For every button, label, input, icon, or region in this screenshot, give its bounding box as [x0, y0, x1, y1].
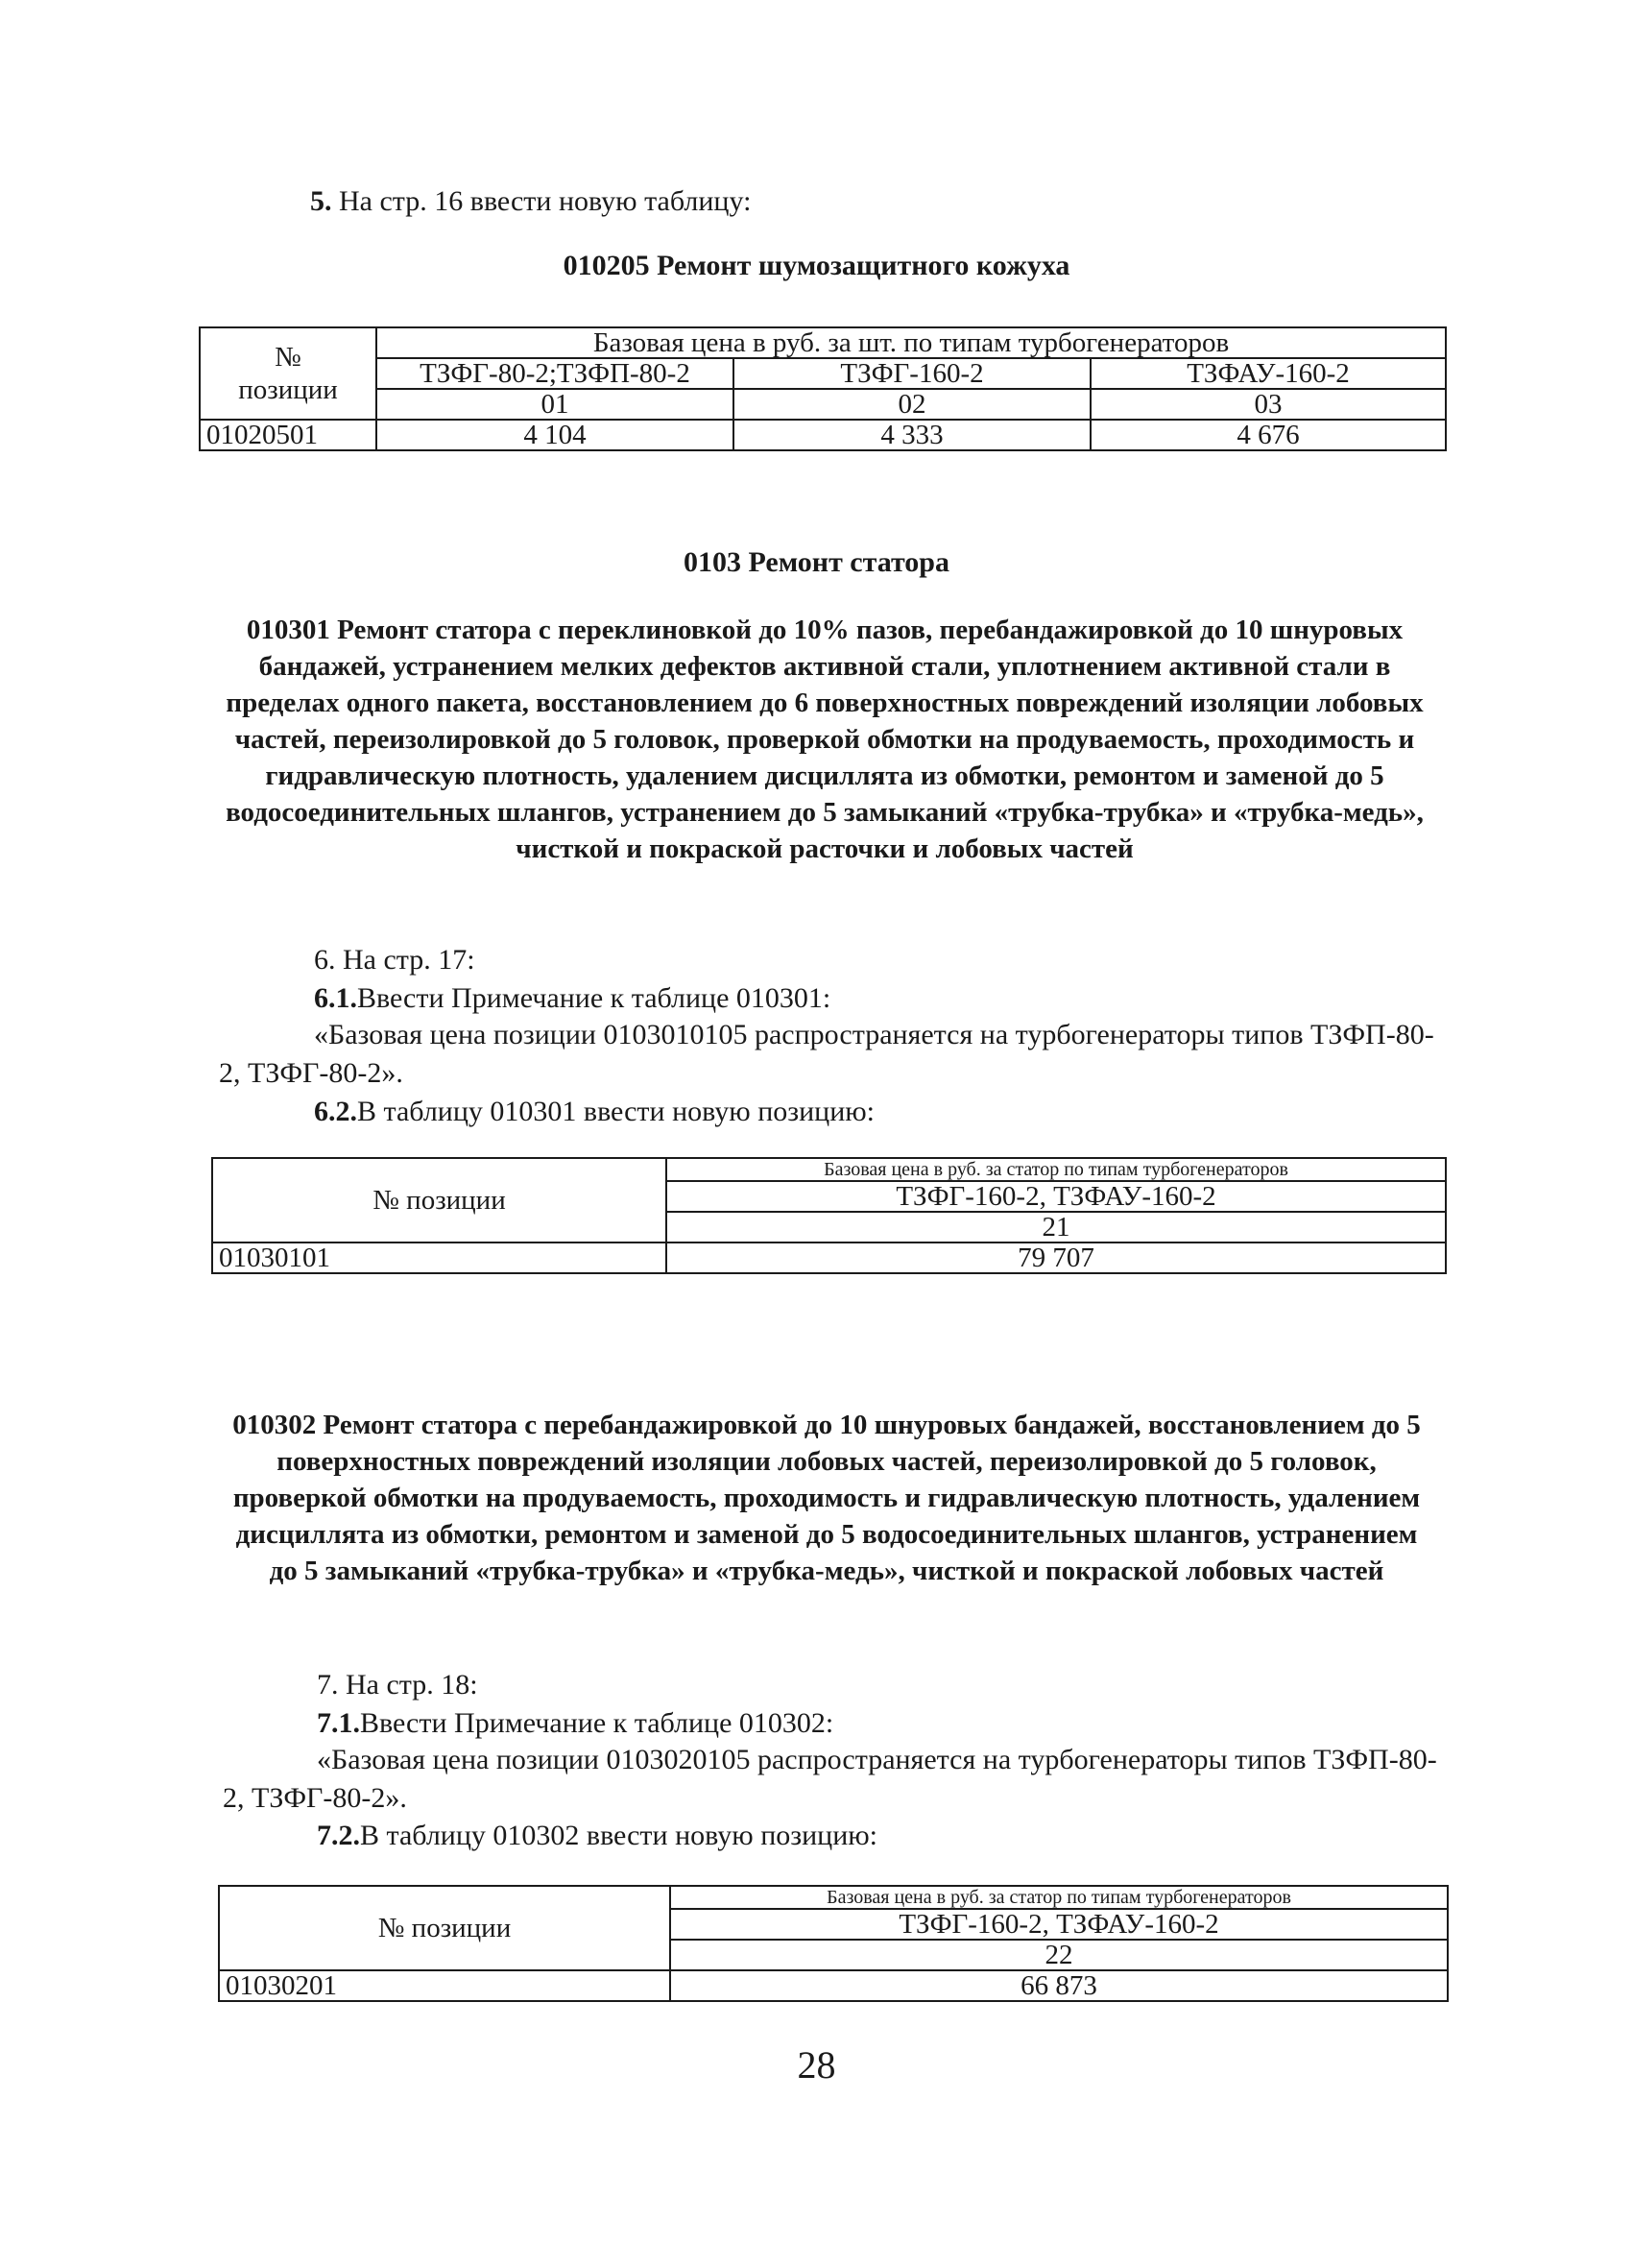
- table1-type: ТЗФАУ-160-2: [1091, 358, 1446, 389]
- item-7-2-number: 7.2.: [317, 1820, 360, 1851]
- item-5-number: 5.: [310, 185, 332, 217]
- table-010302-new: [218, 1885, 1449, 2002]
- table-row: [219, 1970, 1448, 2001]
- item-7-1-number: 7.1.: [317, 1707, 360, 1739]
- table-010205: [199, 326, 1447, 451]
- table2-code: 21: [666, 1212, 1446, 1243]
- table1-pos-header: № позиции: [200, 327, 376, 420]
- item-6-1-number: 6.1.: [314, 982, 357, 1014]
- table1-type: ТЗФГ-80-2;ТЗФП-80-2: [376, 358, 733, 389]
- item-5-text: На стр. 16 ввести новую таблицу:: [339, 185, 752, 217]
- table1-title: 010205 Ремонт шумозащитного кожуха: [563, 250, 1070, 281]
- item-7-note: «Базовая цена позиции 0103020105 распространяется на турбогенераторы типов ТЗФП-80-2, ТЗФГ-80-2».: [223, 1744, 1437, 1814]
- heading-010302: 010302 Ремонт статора с перебандажировкой до 10 шнуровых бандажей, восстановлением до 5 поверхностных повреждений изоляции лобовых частей, переизолировкой до 5 головок, проверкой обмотки на продуваемость, проходимость и гидравлическую плотность, удалением дисциллята из обмотки, ремонтом и заменой до 5 водосоединительных шлангов, устранением до 5 замыканий «трубка-трубка» и «трубка-медь», чисткой и покраской лобовых частей: [232, 1410, 1421, 1586]
- item-6-1: [314, 979, 830, 1018]
- table-row: [200, 420, 1446, 450]
- item-6-1-text: Ввести Примечание к таблице 010301:: [357, 982, 831, 1014]
- table1-price-header: Базовая цена в руб. за шт. по типам турбогенераторов: [376, 327, 1446, 358]
- table3-price-header: Базовая цена в руб. за статор по типам турбогенераторов: [670, 1886, 1448, 1909]
- table1-code: 03: [1091, 389, 1446, 420]
- table1-row-pos: 01020501: [200, 420, 376, 450]
- table3-row-value: 66 873: [670, 1970, 1448, 2001]
- table1-code: 02: [733, 389, 1091, 420]
- table3-pos-header: № позиции: [219, 1886, 670, 1970]
- item-6-heading: 6. На стр. 17:: [314, 944, 475, 976]
- table2-price-header: Базовая цена в руб. за статор по типам турбогенераторов: [666, 1158, 1446, 1181]
- table2-pos-header: № позиции: [212, 1158, 666, 1243]
- table3-row-pos: 01030201: [219, 1970, 670, 2001]
- item-6-2: [314, 1093, 875, 1131]
- section-title-0103: 0103 Ремонт статора: [684, 546, 949, 578]
- heading-010301: 010301 Ремонт статора с переклиновкой до 10% пазов, перебандажировкой до 10 шнуровых бандажей, устранением мелких дефектов активной стали, уплотнением активной стали в пределах одного пакета, восстановлением до 6 поверхностных повреждений изоляции лобовых частей, переизолировкой до 5 головок, проверкой обмотки на продуваемость, проходимость и гидравлическую плотность, удалением дисциллята из обмотки, ремонтом и заменой до 5 водосоединительных шлангов, устранением до 5 замыканий «трубка-трубка» и «трубка-медь», чисткой и покраской расточки и лобовых частей: [226, 615, 1424, 864]
- table1-row-value: 4 676: [1091, 420, 1446, 450]
- table2-row-pos: 01030101: [212, 1243, 666, 1273]
- item-5: [310, 182, 751, 221]
- table3-type: ТЗФГ-160-2, ТЗФАУ-160-2: [670, 1909, 1448, 1940]
- table2-row-value: 79 707: [666, 1243, 1446, 1273]
- table3-code: 22: [670, 1940, 1448, 1970]
- item-7-2-text: В таблицу 010302 ввести новую позицию:: [360, 1820, 878, 1851]
- table-row: [212, 1243, 1446, 1273]
- page-number: 28: [797, 2043, 836, 2087]
- table2-type: ТЗФГ-160-2, ТЗФАУ-160-2: [666, 1181, 1446, 1212]
- item-6-2-text: В таблицу 010301 ввести новую позицию:: [357, 1096, 876, 1127]
- table1-code: 01: [376, 389, 733, 420]
- item-6-note: «Базовая цена позиции 0103010105 распространяется на турбогенераторы типов ТЗФП-80-2, ТЗФГ-80-2».: [219, 1019, 1434, 1089]
- item-7-1: [317, 1704, 833, 1743]
- item-7-2: [317, 1817, 877, 1855]
- table-010301-new: [211, 1157, 1447, 1274]
- table1-type: ТЗФГ-160-2: [733, 358, 1091, 389]
- table1-row-value: 4 333: [733, 420, 1091, 450]
- item-7-1-text: Ввести Примечание к таблице 010302:: [360, 1707, 834, 1739]
- item-7-heading: 7. На стр. 18:: [317, 1669, 478, 1701]
- item-6-2-number: 6.2.: [314, 1096, 357, 1127]
- table1-row-value: 4 104: [376, 420, 733, 450]
